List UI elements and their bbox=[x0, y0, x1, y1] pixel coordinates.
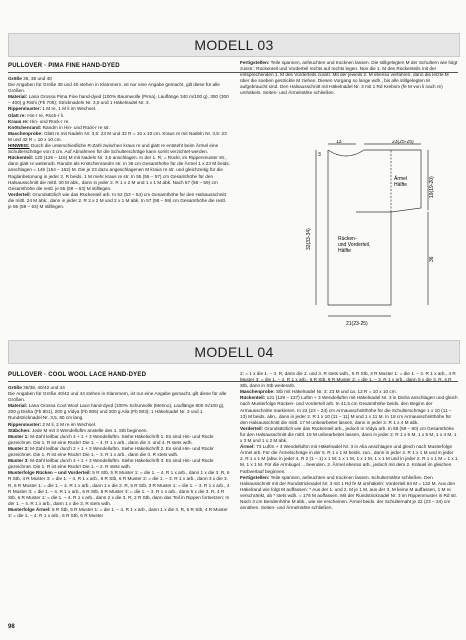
paragraph-text: Teile spannen, anfeuchten und trocknen lassen. Die stillgelegten M der Schultern wie folgt zusstr.: Rückenteil und Vorderteil rechts auf rechts legen. Nun die 1. M des Rückenteils mit der entsprechenden 1. M des Vorderteils zusstr. Mit der jeweils 2. M ebenso verfahren, dann die letzte M über die soeben gestrickte M ziehen. Diesen Vorgang so lange wdh., bis alle stillgelegten M aufgebraucht sind. Den Halsausschnitt mit Häkelnadel Nr. 3 mit 1 Rd Krebsm (fe M von li nach re) umhäkeln. Seiten- und Ärmelnähte schließen. bbox=[240, 60, 458, 96]
paragraph bbox=[8, 458, 230, 470]
paragraph-heading: Maschenprobe: bbox=[240, 389, 275, 395]
dim-right-top: 19(19-20) bbox=[429, 176, 435, 198]
paragraph bbox=[8, 434, 230, 446]
paragraph-heading: Musterfolge Ärmel: bbox=[8, 506, 51, 512]
label-body: Rücken-und Vorderteil, Hälfte bbox=[338, 236, 371, 254]
paragraph bbox=[8, 94, 230, 106]
modell03-schematic bbox=[296, 140, 436, 330]
paragraph-heading: Rippenmuster: bbox=[8, 106, 42, 112]
modell04-title: PULLOVER · COOL WOOL LACE HAND-DYED bbox=[8, 372, 147, 378]
paragraph-heading: Musterfolge Rücken – und Vorderteil: bbox=[8, 470, 91, 476]
paragraph bbox=[8, 391, 230, 403]
paragraph bbox=[8, 143, 230, 155]
paragraph-heading: Muster 1: bbox=[8, 433, 29, 439]
modell04-header: MODELL 04 bbox=[8, 340, 460, 364]
paragraph-heading: Muster 2: bbox=[8, 445, 29, 451]
paragraph-heading: Stäbchen: bbox=[8, 427, 31, 433]
paragraph-text: M-Zahl teilbar durch 4 + 1 + 3 Wendelluftm. Siehe Häkelschrift 3. Es sind Hin- und Rückr gezeichnet. Die 1. R ist eine Rückr! Die 1. – 2. R stets wdh. bbox=[8, 458, 214, 470]
paragraph bbox=[240, 371, 458, 389]
paragraph-text: Randm in Hin- und Rück-r re str. bbox=[41, 124, 110, 130]
paragraph-text: Teile spannen, anfeuchten und trocknen lassen. Schulternähte schließen. Den Halsausschnitt mit der Rundstricknadel Nr. 3 mit 1 Rd fe M umhäkeln: Vorderteil 64 M = 132 M. Aus den Häkelrand wie folgt M auffassen: * Aus der 1. und 2. M je 1 M, aus der 3. M keine M auffassen, 1 M re verschränkt, ab * stets wdh. = 176 M auffassen. Mit der Rundstricknadel Nr. 3 im Rippenmuster in Rd str. Nach 3 cm Bendenhöhe M abk., wie sie erscheinen. Ärmel beids. der Schulternaht je 22 (23 – 24) cm annähen. Seiten- und Ärmelnähte schließen. bbox=[240, 474, 458, 511]
paragraph-text: Grundsätzlich wie das Rückenteil arb., jedoch in Vidya arb. In 58 (59 – 60) cm Gesamthöhe für den Halsausschnitt die mittl. 15 M unbearbeitet lassen, dann in jeder 2. R 1 x 6 M, 1 x 5 M, 1 x 4 M, 1 x 3 M und 1 x 2 M abk. bbox=[240, 425, 457, 444]
paragraph-text: Hin- und Rück-r re. bbox=[28, 118, 70, 124]
paragraph-text: Lana Grossa Pima Fine hand-dyed (100% Baumwolle (Pima), Lauflänge 340 m/100 g), 300 (300 – 400) g Rishi (Fb 705); Stricknadeln Nr. 3,5 und 1 Häkelnadel Nr. 3. bbox=[8, 94, 229, 106]
paragraph-heading: Maschenprobe: bbox=[8, 130, 43, 136]
dim-bottom: 21(23-25) bbox=[346, 321, 368, 327]
modell03-header: MODELL 03 bbox=[8, 33, 460, 57]
paragraph-text: 2: = 1 x die 1. – 3. R, dann die 2. und 3. R stets wdh., 5 R Stb, 3 R Muster 1: = die 1. – 3. R 1 x arb., 4 R Muster 3: = die 1. – 4. R 1 x arb., 6 R Stb, 8 R Muster 2: = die 1. – 3. R 1 x arb., dann 5 x die 3. R, 4 R Stb, dann in Stb weiterarb. bbox=[240, 371, 456, 389]
paragraph bbox=[8, 446, 230, 458]
dim-left-small: 3 bbox=[318, 152, 321, 158]
paragraph-text: 121 (129 – 137) Luftm + 3 Wendelluftm mit Häkelnadel Nr. 3 in Disha anschlagen und gleich nach Musterfolge Rücken- und Vorderteil arb. In 41,5 cm Gesamthöhe beids. den Beginn der Armausschnitte markieren. In 22 (23 – 24) cm Armausschnitthöhe für die Schulterschräge 1 x 10 (11 – 13) M beids. abn., dann in jeder 2. R 1 x 10 (11 – 11) M und 1 x 11 M. In 18 cm Armausschnitthöhe für den Halsausschnitt die mittl. 17 M unbearbeitet lassen, dann in jeder 2. R 1 x 4 M abk. bbox=[240, 395, 458, 425]
dim-left-vertical: 32(33-34) bbox=[306, 228, 312, 250]
paragraph-text: 5 R Stb, 5 R Muster 1: = die 1. – 4. R 1 x arb., dann 1 x die 3. R, 6 R Stb, 4 R Muster 3: = die 1. – 4. R 1 x arb., 6 R Stb, 6 R Muster 2: = die 1. – 3. R 1 x arb., dann 3 x die 3. R, 6 R Muster 1: = die 1. – 4. R 1 x arb., dann 1 x die 2. R, 5 R Stb, 3 R Muster 1: = die 1. – 3. R 1 x arb., 4 R Muster 3: = die 1. – 4. R 1 x arb., 6 R Stb, 8 R Muster 3: = die 1. – 3. R 1 x arb., dann 5 x die 3. R, 4 R Stb, 6 R Muster 1: = die 1. – 4. R 1 x arb., dann 2 x die 3. R, 2 R Stb, dann das Teil in Rippen fortsetzen: In der 1. – 4. R 1 x arb., dann 1 x die 3. R stets wdh. bbox=[8, 470, 230, 506]
paragraph-text: Die Angaben für Größe 38 und 40 stehen in Klammern, ist nur eine Angabe gemacht, gilt diese für alle Größen. bbox=[8, 82, 220, 94]
paragraph-text: Stb mit Häkelnadel Nr. 3: 23 M und ca. 12 R = 10 x 10 cm. bbox=[274, 389, 397, 395]
paragraph-text: 120 (126 – 116) M mit Nadeln Nr. 3,5 anschlagen. In der 1. R, = Rückr, im Rippenmuster str., dann glatt re weiterarb. Randm als Knötchenrandm str. In 36 cm Gesamthöhe für die Ärmel 1 x 23 M beids. anschlagen = 146 (154 – 162) M. Die je 23 dazu angeschlagenen M kraus re str. und gleichzeitig für die Raglanbetonung in jeder 2. R beids. 1 M mehr kraus re str. In 55 (56 – 57) cm Gesamthöhe für den Halsausschnitt die mittl. 30 M abk., dann in jeder 2. R 1 x 2 M und 1 x 1 M abk. Nach 57 (58 – 59) cm Gesamthöhe die restl. je 55 (59 – 63) M stilllegen. bbox=[8, 155, 230, 191]
dim-right-mid: 36 bbox=[429, 256, 435, 262]
paragraph-text: Die Angaben für Größe 40/42 und 44 stehen in Klammern, ist nur eine Angabe gemacht, gilt diese für alle Größen. bbox=[8, 391, 227, 403]
paragraph bbox=[240, 444, 458, 474]
paragraph-heading: Größe bbox=[8, 76, 22, 81]
paragraph-text: 1 M re, 1 M li im Wechsel. bbox=[41, 106, 97, 112]
paragraph-heading: Vorderteil: bbox=[240, 425, 264, 431]
paragraph-heading: Material: bbox=[8, 403, 28, 409]
paragraph-text: Lana Grossa Cool Wool Lace hand-dyed (100% Schurwolle (Merino), Lauflänge 800 m/100 g), 200 g Disha (Fb 801), 200 g Vidya (Fb 806) und 200 g Alia (Fb 803); 1 Häkelnadel Nr. 3 und 1 Rundstricknadel Nr. 3,5, 80 cm lang. bbox=[8, 403, 225, 421]
paragraph-heading: Fertigstellen: bbox=[240, 474, 270, 480]
paragraph bbox=[8, 192, 230, 210]
paragraph-text: Jede M mit 3 Wendelluftm anstelle des 1. Stb beginnen. bbox=[30, 427, 148, 433]
paragraph-text: 36/38, 40/42 und 44 bbox=[21, 385, 65, 390]
paragraph-text: M-Zahl teilbar durch 4 + 1 + 3 Wendelluftm. Siehe Häkelschrift 1. Es sind Hin- und Rückr gezeichnet. Die 1. R ist eine Rückr! Die 1. – 4. R 1 x arb., dann die 3. und 4. R stets wdh. bbox=[8, 433, 214, 445]
paragraph-heading: Material: bbox=[8, 94, 28, 100]
paragraph-text: 5 R Stb, 5 R Muster 1: = die 1. – 4. R 1 x arb., dann 1 x die 3. R, 6 R Stb, 4 R Muster 3: = die 1. – 4. R 1 x arb., 6 R Stb, 6 R Muster bbox=[8, 506, 228, 518]
paragraph-heading: Fertigstellen: bbox=[240, 60, 270, 65]
paragraph-heading: Muster 3: bbox=[8, 458, 29, 464]
paragraph bbox=[8, 470, 230, 507]
paragraph-text: Grundsätzlich wie das Rückenteil arb. In 52 (53 – 54) cm Gesamthöhe für den Halsausschnitt die mittl. 24 M abk., dann in jeder 2. R 2 x 2 M und 2 x 1 M abk. In 57 (58 – 59) cm Gesamthöhe die restl. je 55 (59 – 63) M stilllegen. bbox=[8, 191, 227, 209]
paragraph-heading: Glatt re: bbox=[8, 112, 26, 118]
paragraph-heading: Größe bbox=[8, 385, 22, 390]
paragraph-heading: Rückenteil: bbox=[240, 395, 266, 401]
modell04-right-column bbox=[240, 371, 458, 511]
modell04-left-column bbox=[8, 385, 230, 519]
dim-top: 23(25-25) bbox=[392, 140, 414, 145]
modell03-left-column bbox=[8, 76, 230, 210]
paragraph-heading: Knötchenrand: bbox=[8, 124, 42, 130]
paragraph bbox=[8, 82, 230, 94]
paragraph-text: 36, 38 und 40 bbox=[21, 76, 52, 81]
label-sleeve: Ärmel Hälfte bbox=[394, 176, 408, 188]
page-number: 98 bbox=[8, 624, 15, 630]
paragraph bbox=[8, 507, 230, 519]
paragraph bbox=[8, 155, 230, 192]
paragraph-heading: Vorderteil: bbox=[8, 191, 32, 197]
paragraph-text: 73 Luftm + 3 Wendelluftm mit Häkelnadel Nr. 3 in Alia anschlagen und gleich nach Musterfolge Ärmel arb. Für die Ärmelschräge in der 5. R 1 x 1 M beids. zun., dann in jeder 2. R 1 x 1 M und in jeder 2. R 1 x 1 M (abw. in jeder 4. R 2 (1 – 1) x 1 M: 1 x 1 M, 1 x 1 M, 1 x 1 M und in jeder 2. R 1 x 1 M = 1 x 1 M, 1 x 1 M. Für die Armkugel ... beenden. 2. Ärmel ebenso arb., jedoch mit dem 2. Knäuel im gleichen Farbverlauf beginnen. bbox=[240, 444, 458, 474]
paragraph-heading: Rippenmuster: bbox=[8, 421, 42, 427]
paragraph-text: M-Zahl teilbar durch 2 + 1 + 3 Wendelluftm. Siehe Häkelschrift 2. Es sind Hin- und Rückr gezeichnet. Die 1. R ist eine Rückr! Die 1. – 3. R 1 x arb., dann die 3. R stets wdh. bbox=[8, 445, 214, 458]
paragraph-text: Hin-r re, Rück-r li. bbox=[25, 112, 65, 118]
paragraph bbox=[8, 131, 230, 143]
paragraph bbox=[240, 395, 458, 425]
paragraph-text: Glatt re mit Nadeln Nr. 3,5: 23 M und 32 R = 10 x 10 cm. Kraus re mit Nadeln Nr. 3,5: 23 M und 42 R = 10 x 10 cm. bbox=[8, 130, 227, 142]
paragraph-heading: Ärmel: bbox=[240, 444, 255, 450]
paragraph bbox=[8, 403, 230, 421]
paragraph bbox=[240, 60, 458, 97]
dim-neck: 13 bbox=[336, 140, 342, 145]
paragraph-heading: HINWEIS: bbox=[8, 143, 30, 149]
modell03-right-column bbox=[240, 60, 458, 97]
paragraph-heading: Kraus re: bbox=[8, 118, 29, 124]
modell03-title: PULLOVER · PIMA FINE HAND-DYED bbox=[8, 63, 120, 69]
paragraph bbox=[240, 475, 458, 512]
paragraph-heading: Rückenteil: bbox=[8, 155, 34, 161]
paragraph bbox=[240, 426, 458, 444]
paragraph-text: 2 M li, 2 M re im Wechsel. bbox=[41, 421, 97, 427]
paragraph-text: Durch die unterschiedliche R-Zahl zwischen kraus re und glatt re entsteht beim Ärmel eine Schulterschräge von 3 cm. Auf Abnahmen für die Schulterschräge kann somit verzichtet werden. bbox=[8, 143, 219, 155]
